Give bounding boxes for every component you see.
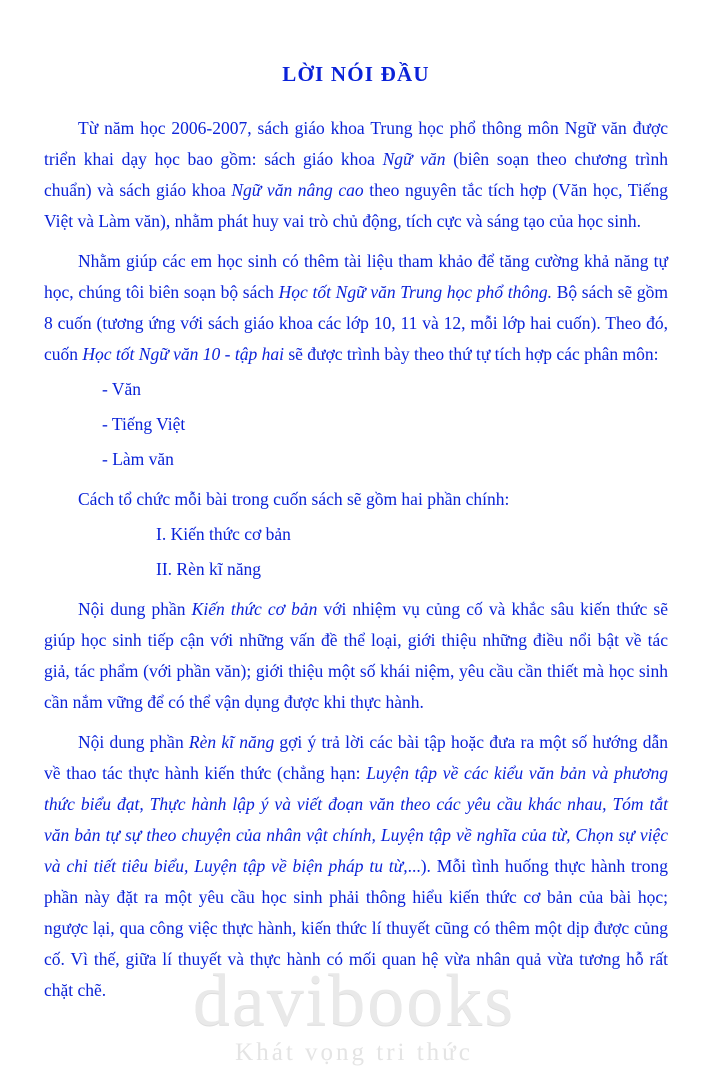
- text-run: sẽ được trình bày theo thứ tự tích hợp các phân môn:: [288, 344, 659, 364]
- text-run: - Tiếng Việt: [102, 414, 186, 434]
- document-body: [44, 113, 668, 1006]
- text-run: - Làm văn: [102, 449, 174, 469]
- text-run: Rèn kĩ năng: [188, 732, 280, 752]
- paragraph-b1: [102, 374, 668, 405]
- text-run: Luyện tập về các kiểu văn bản và phương thức biểu đạt, Thực hành lập ý và viết đoạn văn theo các yêu cầu khác nhau, Tóm tắt văn bản tự sự theo chuyện của nhân vật chính, Luyện tập về nghĩa của từ, Chọn sự việc và chi tiết tiêu biểu, Luyện tập về biện pháp tu từ,: [44, 763, 668, 876]
- text-run: Nội dung phần: [78, 599, 192, 619]
- text-run: (biên soạn theo chương trình chuẩn) và sách giáo khoa: [44, 149, 669, 200]
- page-title: LỜI NÓI ĐẦU: [282, 62, 430, 86]
- text-run: Nội dung phần: [78, 732, 189, 752]
- paragraph-b2: [102, 409, 668, 440]
- paragraph-p2: [44, 246, 668, 370]
- text-run: Ngữ văn nâng cao: [231, 180, 370, 200]
- paragraph-b3: [102, 444, 668, 475]
- paragraph-p3: [44, 484, 668, 515]
- text-run: I. Kiến thức cơ bản: [156, 524, 291, 544]
- text-run: Từ năm học 2006-2007, sách giáo khoa Trung học phổ thông môn Ngữ văn được triển khai dạy học bao gồm: sách giáo khoa: [44, 118, 668, 169]
- text-run: Bộ sách sẽ gồm 8 cuốn (tương ứng với sách giáo khoa các lớp 10, 11 và 12, mỗi lớp hai cuốn). Theo đó, cuốn: [44, 282, 669, 364]
- text-run: II. Rèn kĩ năng: [156, 559, 261, 579]
- text-run: - Văn: [102, 379, 142, 399]
- paragraph-r2: [156, 554, 668, 585]
- paragraph-r1: [156, 519, 668, 550]
- paragraph-p5: [44, 727, 668, 1006]
- text-run: Học tốt Ngữ văn Trung học phổ thông.: [278, 282, 557, 302]
- text-run: với nhiệm vụ củng cố và khắc sâu kiến thức sẽ giúp học sinh tiếp cận với những vấn đề thể loại, giới thiệu những điều nổi bật về tác giả, tác phẩm (với phần văn); giới thiệu một số khái niệm, yêu cầu cần thiết mà học sinh cần nắm vững để có thể vận dụng được khi thực hành.: [44, 599, 668, 712]
- paragraph-p1: [44, 113, 668, 237]
- watermark-main-text: davibooks: [192, 960, 516, 1042]
- paragraph-p4: [44, 594, 668, 718]
- text-run: Ngữ văn: [382, 149, 454, 169]
- text-run: ...). Mỗi tình huống thực hành trong phần này đặt ra một yêu cầu học sinh phải thông hiểu kiến thức cơ bản của bài học; ngược lại, qua công việc thực hành, kiến thức lí thuyết cũng có thêm một dịp được củng cố. Vì thế, giữa lí thuyết và thực hành có mối quan hệ vừa nhân quả vừa tương hỗ rất chặt chẽ.: [44, 856, 668, 1000]
- watermark-sub-text: Khát vọng tri thức: [235, 1039, 473, 1066]
- text-run: Nhằm giúp các em học sinh có thêm tài liệu tham khảo để tăng cường khả năng tự học, chúng tôi biên soạn bộ sách: [44, 251, 668, 302]
- text-run: Kiến thức cơ bản: [191, 599, 324, 619]
- text-run: theo nguyên tắc tích hợp (Văn học, Tiếng Việt và Làm văn), nhằm phát huy vai trò chủ động, tích cực và sáng tạo của học sinh.: [44, 180, 668, 231]
- text-run: gợi ý trả lời các bài tập hoặc đưa ra một số hướng dẫn về thao tác thực hành kiến thức (chẳng hạn:: [44, 732, 668, 783]
- text-run: Học tốt Ngữ văn 10 - tập hai: [82, 344, 289, 364]
- text-run: Cách tổ chức mỗi bài trong cuốn sách sẽ gồm hai phần chính:: [78, 489, 510, 509]
